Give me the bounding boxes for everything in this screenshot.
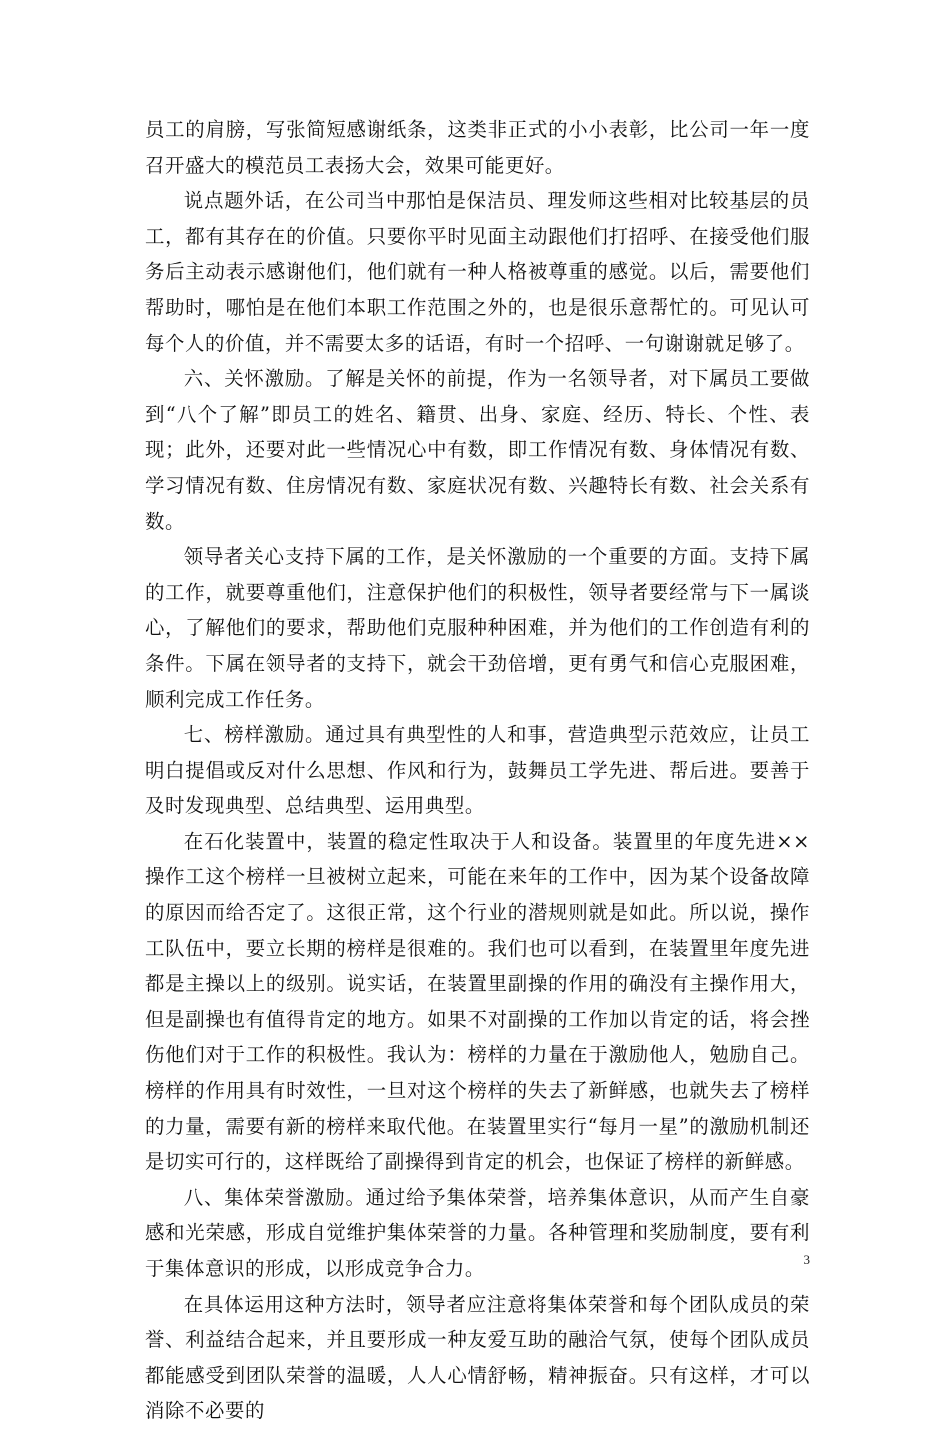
paragraph-continued: 员工的肩膀，写张简短感谢纸条，这类非正式的小小表彰，比公司一年一度召开盛大的模范员工表扬大会，效果可能更好。 — [145, 118, 810, 177]
document-body — [145, 112, 810, 1429]
paragraph-care-incentive: 六、关怀激励。了解是关怀的前提，作为一名领导者，对下属员工要做到“八个了解”即员工的姓名、籍贯、出身、家庭、经历、特长、个性、表现；此外，还要对此一些情况心中有数，即工作情况有数、身体情况有数、学习情况有数、住房情况有数、家庭状况有数、兴趣特长有数、社会关系有数。 — [145, 367, 810, 533]
paragraph-role-model-incentive: 七、榜样激励。通过具有典型性的人和事，营造典型示范效应，让员工明白提倡或反对什么思想、作风和行为，鼓舞员工学先进、帮后进。要善于及时发现典型、总结典型、运用典型。 — [145, 723, 810, 818]
paragraph-petrochemical-example: 在石化装置中，装置的稳定性取决于人和设备。装置里的年度先进××操作工这个榜样一旦被树立起来，可能在来年的工作中，因为某个设备故障的原因而给否定了。这很正常，这个行业的潜规则就是如此。所以说，操作工队伍中，要立长期的榜样是很难的。我们也可以看到，在装置里年度先进都是主操以上的级别。说实话，在装置里副操的作用的确没有主操作用大，但是副操也有值得肯定的地方。如果不对副操的工作加以肯定的话，将会挫伤他们对于工作的积极性。我认为：榜样的力量在于激励他人，勉励自己。榜样的作用具有时效性，一旦对这个榜样的失去了新鲜感，也就失去了榜样的力量，需要有新的榜样来取代他。在装置里实行“每月一星”的激励机制还是切实可行的，这样既给了副操得到肯定的机会，也保证了榜样的新鲜感。 — [145, 829, 810, 1174]
paragraph-recognition-aside: 说点题外话，在公司当中那怕是保洁员、理发师这些相对比较基层的员工，都有其存在的价值。只要你平时见面主动跟他们打招呼、在接受他们服务后主动表示感谢他们，他们就有一种人格被尊重的感觉。以后，需要他们帮助时，哪怕是在他们本职工作范围之外的，也是很乐意帮忙的。可见认可每个人的价值，并不需要太多的话语，有时一个招呼、一句谢谢就足够了。 — [145, 189, 810, 355]
paragraph-leader-support: 领导者关心支持下属的工作，是关怀激励的一个重要的方面。支持下属的工作，就要尊重他们，注意保护他们的积极性，领导者要经常与下一属谈心，了解他们的要求，帮助他们克服种种困难，并为他们的工作创造有利的条件。下属在领导者的支持下，就会干劲倍增，更有勇气和信心克服困难，顺利完成工作任务。 — [145, 545, 810, 711]
paragraph-collective-honor: 八、集体荣誉激励。通过给予集体荣誉，培养集体意识，从而产生自豪感和光荣感，形成自觉维护集体荣誉的力量。各种管理和奖励制度，要有利于集体意识的形成，以形成竞争合力。 — [145, 1185, 810, 1280]
paragraph-collective-honor-application: 在具体运用这种方法时，领导者应注意将集体荣誉和每个团队成员的荣誉、利益结合起来，并且要形成一种友爱互助的融洽气氛，使每个团队成员都能感受到团队荣誉的温暖，人人心情舒畅，精神振奋。只有这样，才可以消除不必要的 — [145, 1292, 810, 1423]
page-number: 3 — [803, 1252, 810, 1267]
